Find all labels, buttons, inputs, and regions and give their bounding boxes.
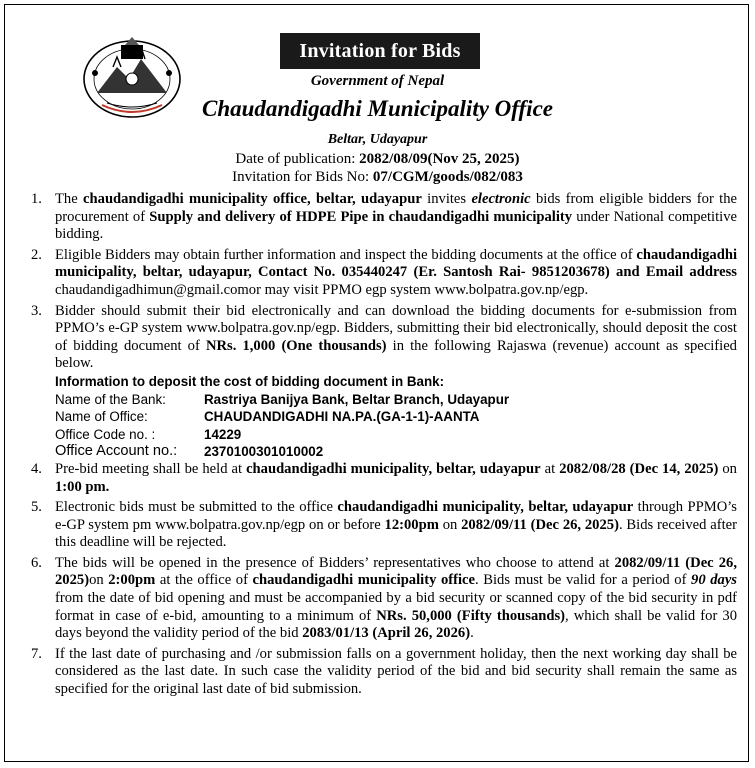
government-name: Government of Nepal [310,73,445,89]
list-item: 7. If the last date of purchasing and /or submission falls on a government holiday, then the next working day shall be considered as the last date. In such case the validity period of the bid and bid security shall remain the same as specified for the original last date of bid submission. [31,645,737,698]
list-item: 4. Pre-bid meeting shall be held at chaudandigadhi municipality, beltar, udayapur at 2082/08/28 (Dec 14, 2025) on 1:00 pm. [31,460,737,495]
list-item: 6. The bids will be opened in the presence of Bidders’ representatives who choose to attend at 2082/09/11 (Dec 26, 2025)on 2:00pm at the office of chaudandigadhi municipality office. Bids must be valid for a period of 90 days from the date of bid opening and must be accompanied by a bid security or scanned copy of the bid security in pdf format in case of e-bid, amounting to a minimum of NRs. 50,000 (Fifty thousands), which shall be valid for 30 days beyond the validity period of the bid 2083/01/13 (April 26, 2026). [31,554,737,642]
notice-title: Invitation for Bids [280,33,480,69]
list-item: 1. The chaudandigadhi municipality office, beltar, udayapur invites electronic bids from eligible bidders for the procurement of Supply and delivery of HDPE Pipe in chaudandigadhi municipality under National competitive bidding. [31,191,737,243]
notice-frame [4,4,749,762]
bank-row: Office Code no. : 14229 [55,426,242,442]
office-address: Beltar, Udayapur [327,132,428,147]
bank-info [55,373,737,461]
list-item: 5. Electronic bids must be submitted to the office chaudandigadhi municipality, beltar, udayapur through PPMO’s e-GP system pm www.bolpatra.gov.np/egp on or before 12:00pm on 2082/09/11 (Dec 26, 2025). Bids received after this deadline will be rejected. [31,499,737,551]
publication-date-line: Date of publication: 2082/08/09(Nov 25, 2025) [235,151,520,167]
bank-row: Office Account no.: 2370100301010002 [55,443,324,460]
office-name: Chaudandigadhi Municipality Office [201,96,553,121]
bank-info-heading: Information to deposit the cost of bidding document in Bank: [55,373,445,389]
list-item: 3. Bidder should submit their bid electronically and can download the bidding documents for e-submission from PPMO’s e-GP system www.bolpatra.gov.np/egp. Bidders, submitting their bid electronically, should deposit the cost of bidding document of NRs. 1,000 (One thousands) in the following Rajaswa (revenue) account as specified below. [31,302,737,372]
bank-row: Name of Office: CHAUDANDIGADHI NA.PA.(GA-1-1)-AANTA [55,409,480,425]
notice-body [25,191,737,699]
list-item: 2. Eligible Bidders may obtain further information and inspect the bidding documents at the office of chaudandigadhi municipality, beltar, udayapur, Contact No. 035440247 (Er. Santosh Rai- 9851203678) and Email address chaudandigadhimun@gmail.comor may visit PPMO egp system www.bolpatra.gov.np/egp. [31,246,737,298]
bank-row: Name of the Bank: Rastriya Banijya Bank, Beltar Branch, Udayapur [55,391,510,407]
ifb-number-line: Invitation for Bids No: 07/CGM/goods/082/083 [232,169,523,185]
